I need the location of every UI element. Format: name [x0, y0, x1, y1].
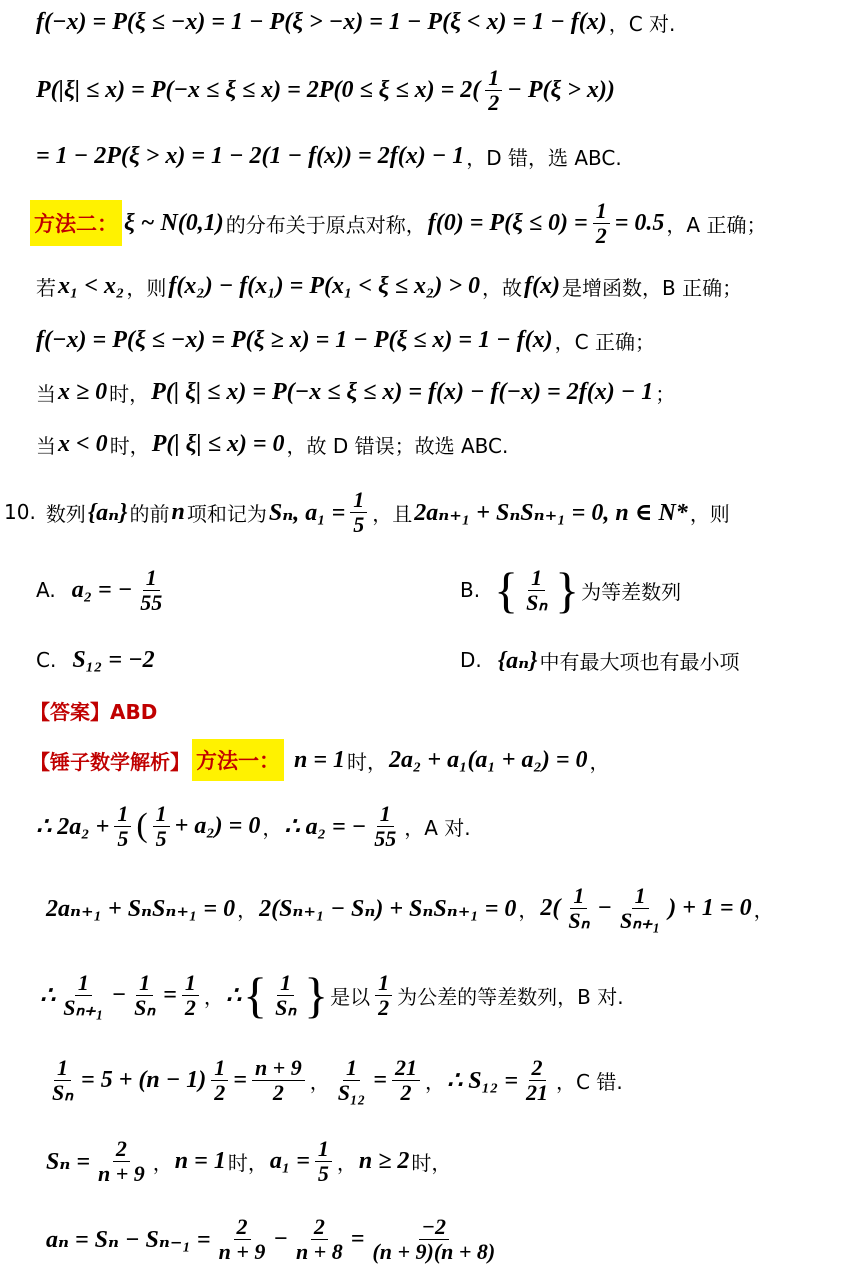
text: 为公差的等差数列，B 对.	[397, 984, 624, 1009]
math-expression: 2aₙ₊₁ + SₙSₙ₊₁ = 0, n ∈ N*	[414, 500, 688, 526]
option-label: A.	[36, 578, 56, 602]
fraction: $\frac{1}{\text{Sₙ}}$	[52, 1055, 74, 1105]
math-expression: ξ ~ N(0,1)	[124, 209, 224, 236]
answer-label: 【答案】ABD	[30, 699, 158, 724]
fraction: $\frac{1}{5}$	[315, 1137, 332, 1184]
math-expression: f(x₂) − f(x₁) = P(x₁ < ξ ≤ x₂) > 0	[168, 272, 481, 299]
fraction: $\frac{1}{5}$	[114, 802, 131, 849]
option-label: B.	[460, 578, 481, 602]
math-expression: x₁ < x₂	[58, 272, 125, 299]
step-2	[46, 876, 774, 940]
math-expression: Sₙ =	[46, 1149, 91, 1175]
fraction: $\frac{-2}{(n + 9)(n + 8)}$	[372, 1214, 496, 1264]
math-expression: f(0) = P(ξ ≤ 0) =	[427, 209, 588, 236]
math-expression: + a₂) = 0	[174, 812, 261, 839]
right-brace: }	[555, 562, 580, 618]
fraction: $\frac{1}{2}$	[593, 199, 610, 246]
text: 时，	[347, 749, 388, 774]
fraction: $\frac{1}{\text{Sₙ}}$	[275, 970, 297, 1020]
text: ，	[152, 1150, 173, 1175]
math-expression: P(| ξ| ≤ x) = 0	[151, 430, 285, 457]
fraction: $\frac{1}{\text{Sₙ₊₁}}$	[63, 970, 104, 1020]
text: ，A 对.	[404, 815, 471, 840]
math-expression: x < 0	[58, 430, 108, 457]
math-expression: 2(Sₙ₊₁ − Sₙ) + SₙSₙ₊₁ = 0	[259, 896, 517, 922]
step-1	[36, 796, 471, 856]
fraction: $\frac{1}{55}$	[374, 801, 397, 851]
right-brace: }	[304, 967, 329, 1023]
math-expression: ∴	[40, 982, 56, 1009]
fraction: $\frac{1}{\text{Sₙ}}$	[526, 565, 548, 615]
math-expression: {aₙ}	[87, 500, 128, 526]
math-expression: = 1 − 2P(ξ > x) = 1 − 2(1 − f(x)) = 2f(x) − 1	[36, 142, 465, 169]
solution-line-1	[36, 4, 675, 40]
fraction: $\frac{2}{n + 9}$	[218, 1214, 266, 1264]
fraction: $\frac{1}{5}$	[153, 802, 170, 849]
math-expression: ∴ S₁₂ =	[446, 1067, 519, 1094]
option-label: D.	[460, 648, 482, 672]
math-expression: Sₙ, a₁ =	[268, 500, 346, 526]
math-expression: P(|ξ| ≤ x) = P(−x ≤ ξ ≤ x) = 2P(0 ≤ ξ ≤ x) = 2(	[36, 76, 481, 103]
step-4	[46, 1050, 623, 1110]
fraction: $\frac{1}{2}$	[375, 971, 392, 1018]
question-10	[4, 484, 730, 540]
text: 时，	[109, 433, 150, 458]
question-number: 10.	[4, 500, 36, 524]
math-expression: −	[597, 894, 612, 921]
math-expression: =	[350, 1225, 365, 1252]
math-expression: f(−x) = P(ξ ≤ −x) = P(ξ ≥ x) = 1 − P(ξ ≤ x) = 1 − f(x)	[36, 326, 553, 353]
text: 中有最大项也有最小项	[539, 649, 740, 674]
math-expression: f(−x) = P(ξ ≤ −x) = 1 − P(ξ > −x) = 1 − P(ξ < x) = 1 − f(x)	[36, 8, 607, 35]
math-expression: {aₙ}	[497, 648, 538, 674]
text: ，	[424, 1069, 445, 1094]
math-expression: aₙ = Sₙ − Sₙ₋₁ =	[46, 1227, 211, 1253]
option-a	[36, 560, 168, 620]
paren: (	[136, 807, 148, 844]
fraction: $\frac{2}{n + 8}$	[295, 1214, 343, 1264]
math-expression: ) + 1 = 0	[668, 894, 752, 921]
math-expression: S₁₂ = −2	[72, 646, 155, 673]
text: ，	[237, 897, 258, 922]
fraction: $\frac{2}{21}$	[526, 1055, 549, 1105]
text: ，C 对.	[608, 11, 676, 36]
text: ，且	[372, 501, 413, 526]
math-expression: =	[233, 1066, 247, 1093]
math-expression: f(x)	[524, 272, 560, 299]
fraction: $\frac{1}{2}$	[211, 1056, 228, 1103]
text: 时，	[109, 381, 150, 406]
solution-line-8	[36, 424, 508, 464]
fraction: $\frac{1}{55}$	[140, 565, 163, 615]
text: ，	[203, 984, 224, 1009]
text: ，D 错，选 ABC.	[466, 145, 622, 170]
text: ，	[589, 749, 610, 774]
math-expression: a₁ =	[269, 1147, 310, 1174]
fraction: $\frac{1}{\text{Sₙ₊₁}}$	[619, 883, 661, 933]
left-brace: {	[243, 967, 268, 1023]
math-expression: n	[171, 498, 185, 525]
math-expression: =	[163, 981, 177, 1008]
step-5	[46, 1132, 451, 1190]
option-c	[36, 640, 155, 680]
text: ，	[309, 1069, 330, 1094]
option-d	[460, 640, 739, 680]
math-expression: −	[111, 981, 127, 1008]
fraction: $\frac{1}{\text{Sₙ}}$	[568, 883, 590, 933]
solution-line-2	[36, 62, 615, 118]
math-expression: P(| ξ| ≤ x) = P(−x ≤ ξ ≤ x) = f(x) − f(−x) = 2f(x) − 1	[151, 378, 654, 405]
math-expression: =	[373, 1066, 387, 1093]
math-expression: n = 1	[294, 746, 346, 773]
math-expression: 2a₂ + a₁(a₁ + a₂) = 0	[389, 746, 588, 773]
math-expression: − P(ξ > x))	[507, 76, 615, 103]
solution-line-5	[36, 266, 742, 306]
math-expression: a₂ = −	[71, 576, 133, 603]
math-expression: ∴	[225, 982, 242, 1009]
text: ，C 正确；	[554, 329, 655, 354]
text: 当	[36, 433, 56, 458]
solution-line-6	[36, 320, 655, 360]
solution-line-3	[36, 136, 622, 176]
solution-line-7	[36, 372, 675, 412]
fraction: $\frac{1}{5}$	[350, 488, 367, 535]
math-expression: 2(	[540, 894, 561, 921]
math-expression: 2aₙ₊₁ + SₙSₙ₊₁ = 0	[46, 896, 236, 922]
text: 是以	[330, 984, 371, 1009]
text: 为等差数列	[581, 579, 682, 604]
text: ，A 正确；	[666, 212, 767, 237]
fraction: $\frac{21}{2}$	[392, 1056, 420, 1103]
math-expression: x ≥ 0	[58, 378, 108, 405]
math-expression: −	[273, 1225, 288, 1252]
text: 时，	[227, 1150, 268, 1175]
math-expression: ∴ a₂ = −	[284, 813, 367, 840]
method-one-tag: 方法一：	[192, 739, 284, 781]
fraction: $\frac{1}{\text{S₁₂}}$	[337, 1055, 366, 1105]
answer-line	[30, 694, 157, 726]
analysis-line	[30, 738, 610, 782]
math-expression: n = 1	[174, 1147, 226, 1174]
analysis-label: 【锤子数学解析】	[30, 749, 190, 774]
text: ，则	[689, 501, 730, 526]
fraction: $\frac{n + 9}{2}$	[252, 1056, 305, 1103]
text: ，	[336, 1150, 357, 1175]
text: 时，	[411, 1150, 452, 1175]
text: ，	[262, 815, 283, 840]
math-expression: n ≥ 2	[358, 1147, 410, 1174]
math-expression: ∴ 2a₂ +	[36, 813, 110, 840]
option-label: C.	[36, 648, 57, 672]
text: 当	[36, 381, 56, 406]
solution-line-4	[30, 194, 766, 252]
text: ；	[655, 381, 676, 406]
text: 数列	[45, 501, 86, 526]
method-two-tag: 方法二：	[30, 200, 122, 246]
text: ，	[753, 897, 774, 922]
math-expression: = 5 + (n − 1)	[81, 1066, 207, 1093]
math-expression: = 0.5	[614, 209, 665, 236]
fraction: $\frac{1}{2}$	[182, 971, 199, 1018]
text: 的前	[129, 501, 170, 526]
text: 的分布关于原点对称，	[225, 212, 426, 237]
text: 项和记为	[186, 501, 267, 526]
fraction: $\frac{1}{2}$	[485, 66, 502, 113]
text: 是增函数，B 正确；	[562, 275, 743, 300]
text: ，故 D 错误；故选 ABC.	[286, 433, 509, 458]
fraction: $\frac{2}{n + 9}$	[98, 1136, 145, 1186]
fraction: $\frac{1}{\text{Sₙ}}$	[134, 970, 156, 1020]
text: ，则	[126, 275, 167, 300]
text: ，	[518, 897, 539, 922]
step-6	[46, 1208, 501, 1270]
left-brace: {	[494, 562, 519, 618]
text: ，故	[482, 275, 523, 300]
step-3	[40, 962, 624, 1028]
text: ，C 错.	[556, 1069, 623, 1094]
text: 若	[36, 275, 56, 300]
option-b	[460, 558, 681, 622]
